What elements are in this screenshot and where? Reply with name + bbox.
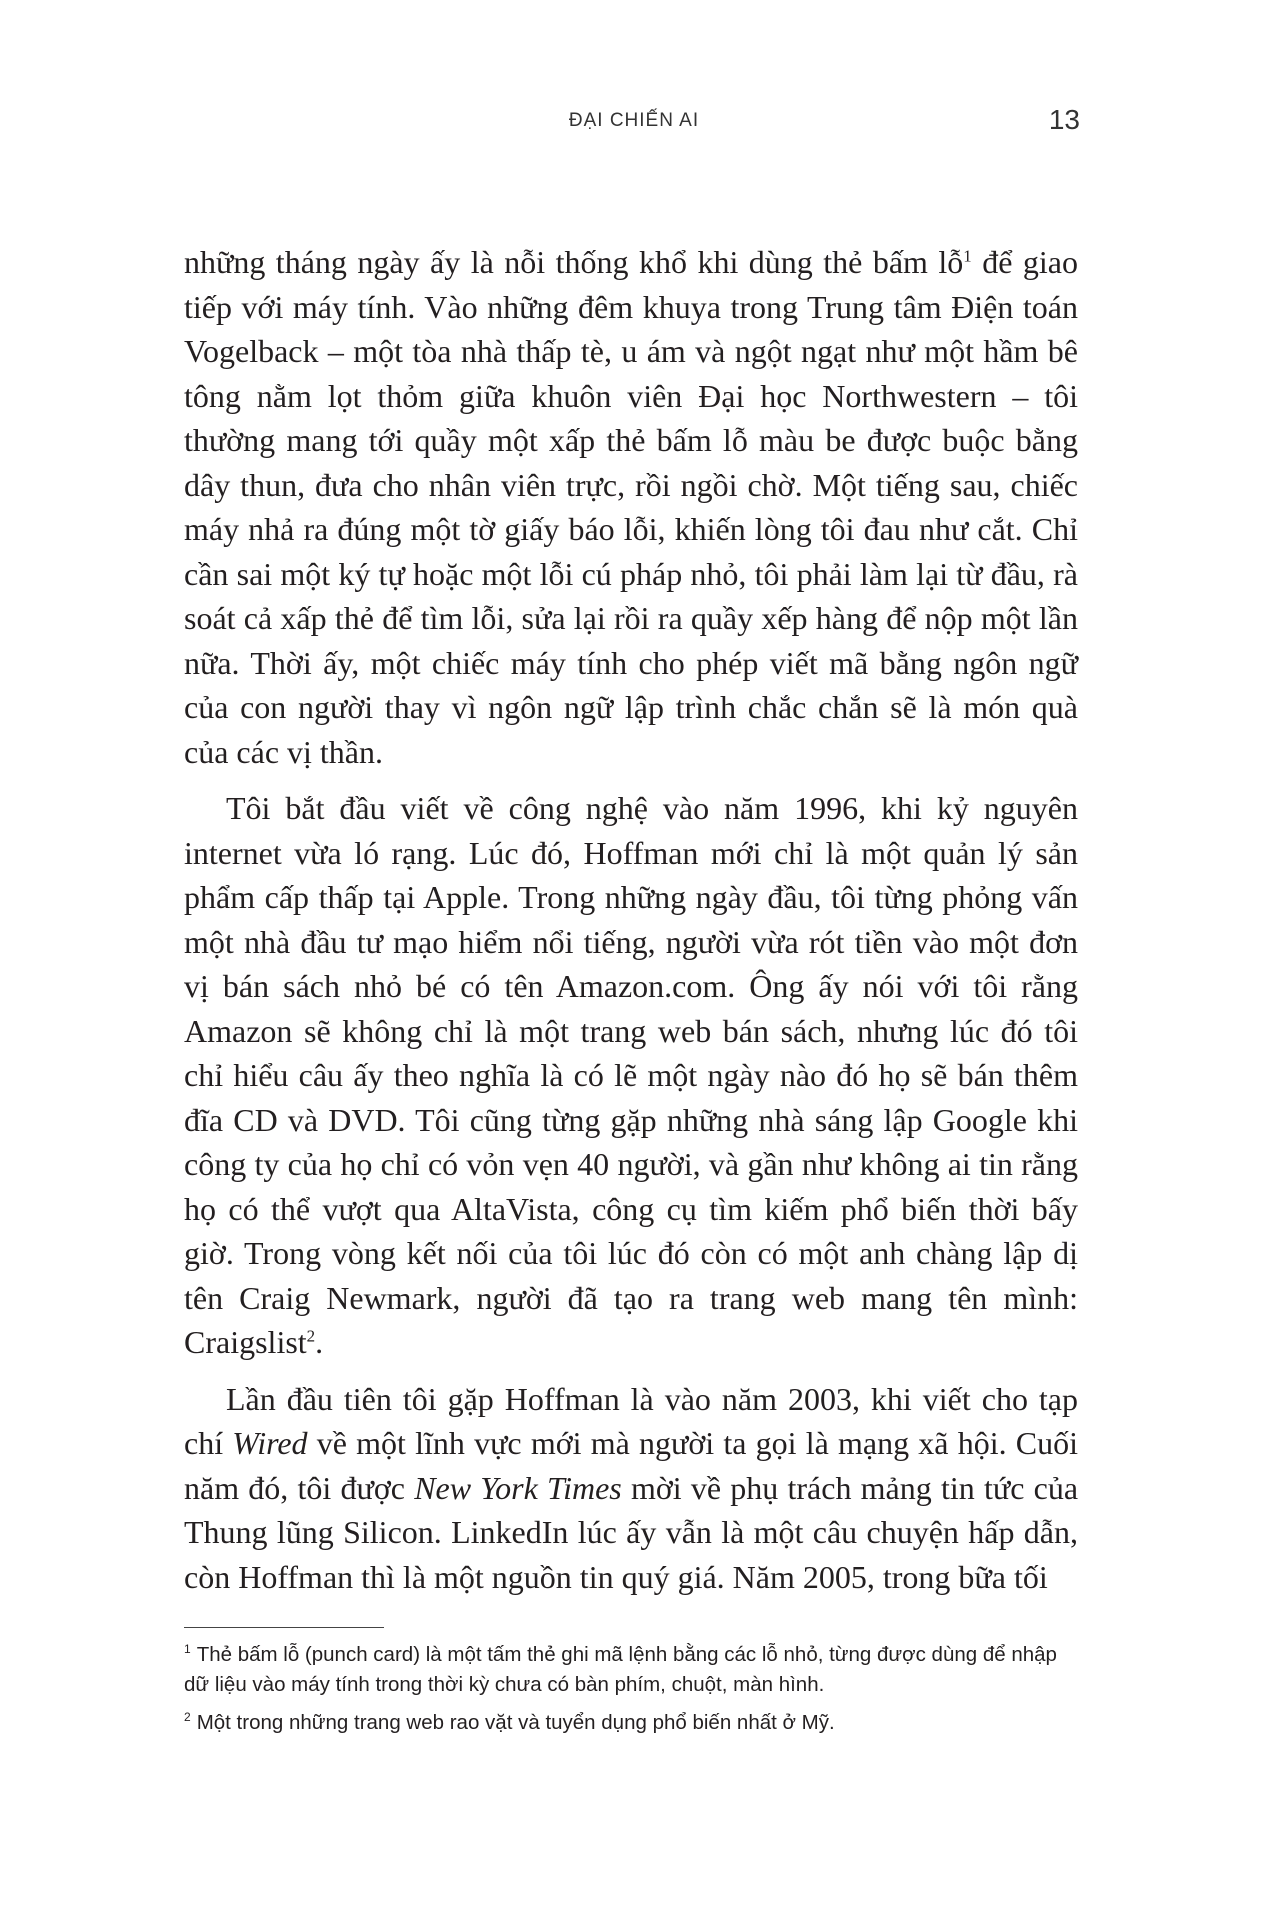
paragraph-3-text-cont: về một lĩnh vực mới mà người ta gọi là mạng xã hội. Cuối năm đó, tôi được [184,1425,1079,1506]
paragraph-3-text-end: mời về phụ trách mảng tin tức của Thung lũng Silicon. LinkedIn lúc ấy vẫn là một câu chuyện hấp dẫn, còn Hoffman thì là một nguồn tin quý giá. Năm 2005, trong bữa tối [184,1469,1079,1595]
publication-nyt: New York Times [414,1469,622,1506]
footnote-1-number: 1 [184,1642,191,1657]
footnote-divider [184,1627,384,1628]
footnote-1-text: Thẻ bấm lỗ (punch card) là một tấm thẻ ghi mã lệnh bằng các lỗ nhỏ, từng được dùng để nhập dữ liệu vào máy tính trong thời kỳ chưa có bàn phím, chuột, màn hình. [184,1643,1057,1696]
publication-wired: Wired [232,1425,308,1461]
paragraph-3-text: Lần đầu tiên tôi gặp Hoffman là vào năm 2003, khi viết cho tạp chí [184,1380,1078,1461]
footnote-2-number: 2 [184,1710,191,1725]
paragraph-2-text: Tôi bắt đầu viết về công nghệ vào năm 1996, khi kỷ nguyên internet vừa ló rạng. Lúc đó, Hoffman mới chỉ là một quản lý sản phẩm cấp thấp tại Apple. Trong những ngày đầu, tôi từng phỏng vấn một nhà đầu tư mạo hiểm nổi tiếng, người vừa rót tiền vào một đơn vị bán sách nhỏ bé có tên Amazon.com. Ông ấy nói với tôi rằng Amazon sẽ không chỉ là một trang web bán sách, nhưng lúc đó tôi chỉ hiểu câu ấy theo nghĩa là có lẽ một ngày nào đó họ sẽ bán thêm đĩa CD và DVD. Tôi cũng từng gặp những nhà sáng lập Google khi công ty của họ chỉ có vỏn vẹn 40 người, và gần như không ai tin rằng họ có thể vượt qua AltaVista, công cụ tìm kiếm phổ biến thời bấy giờ. Trong vòng kết nối của tôi lúc đó còn có một anh chàng lập dị tên Craig Newmark, người đã tạo ra trang web mang tên mình: Craigslist [184,790,1078,1360]
paragraph-1 [184,240,1078,774]
footnote-1 [184,1640,1078,1700]
footnote-2-text: Một trong những trang web rao vặt và tuyển dụng phổ biến nhất ở Mỹ. [196,1711,835,1734]
footnote-2 [184,1708,1078,1738]
paragraph-2 [184,786,1078,1365]
footnotes [184,1640,1078,1746]
paragraph-1-text-cont: để giao tiếp với máy tính. Vào những đêm khuya trong Trung tâm Điện toán Vogelback – một tòa nhà thấp tè, u ám và ngột ngạt như một hầm bê tông nằm lọt thỏm giữa khuôn viên Đại học Northwestern – tôi thường mang tới quầy một xấp thẻ bấm lỗ màu be được buộc bằng dây thun, đưa cho nhân viên trực, rồi ngồi chờ. Một tiếng sau, chiếc máy nhả ra đúng một tờ giấy báo lỗi, khiến lòng tôi đau như cắt. Chỉ cần sai một ký tự hoặc một lỗi cú pháp nhỏ, tôi phải làm lại từ đầu, rà soát cả xấp thẻ để tìm lỗi, sửa lại rồi ra quầy xếp hàng để nộp một lần nữa. Thời ấy, một chiếc máy tính cho phép viết mã bằng ngôn ngữ của con người thay vì ngôn ngữ lập trình chắc chắn sẽ là món quà của các vị thần. [184,244,1079,770]
paragraph-2-end: . [315,1324,324,1360]
paragraph-3 [184,1377,1078,1600]
body-text [184,240,1078,1599]
running-header: ĐẠI CHIẾN AI [568,110,700,131]
footnote-ref-2: 2 [306,1326,316,1346]
page-number: 13 [1048,104,1080,135]
footnote-ref-1: 1 [963,246,972,266]
paragraph-1-text: những tháng ngày ấy là nỗi thống khổ khi dùng thẻ bấm lỗ [184,244,964,280]
